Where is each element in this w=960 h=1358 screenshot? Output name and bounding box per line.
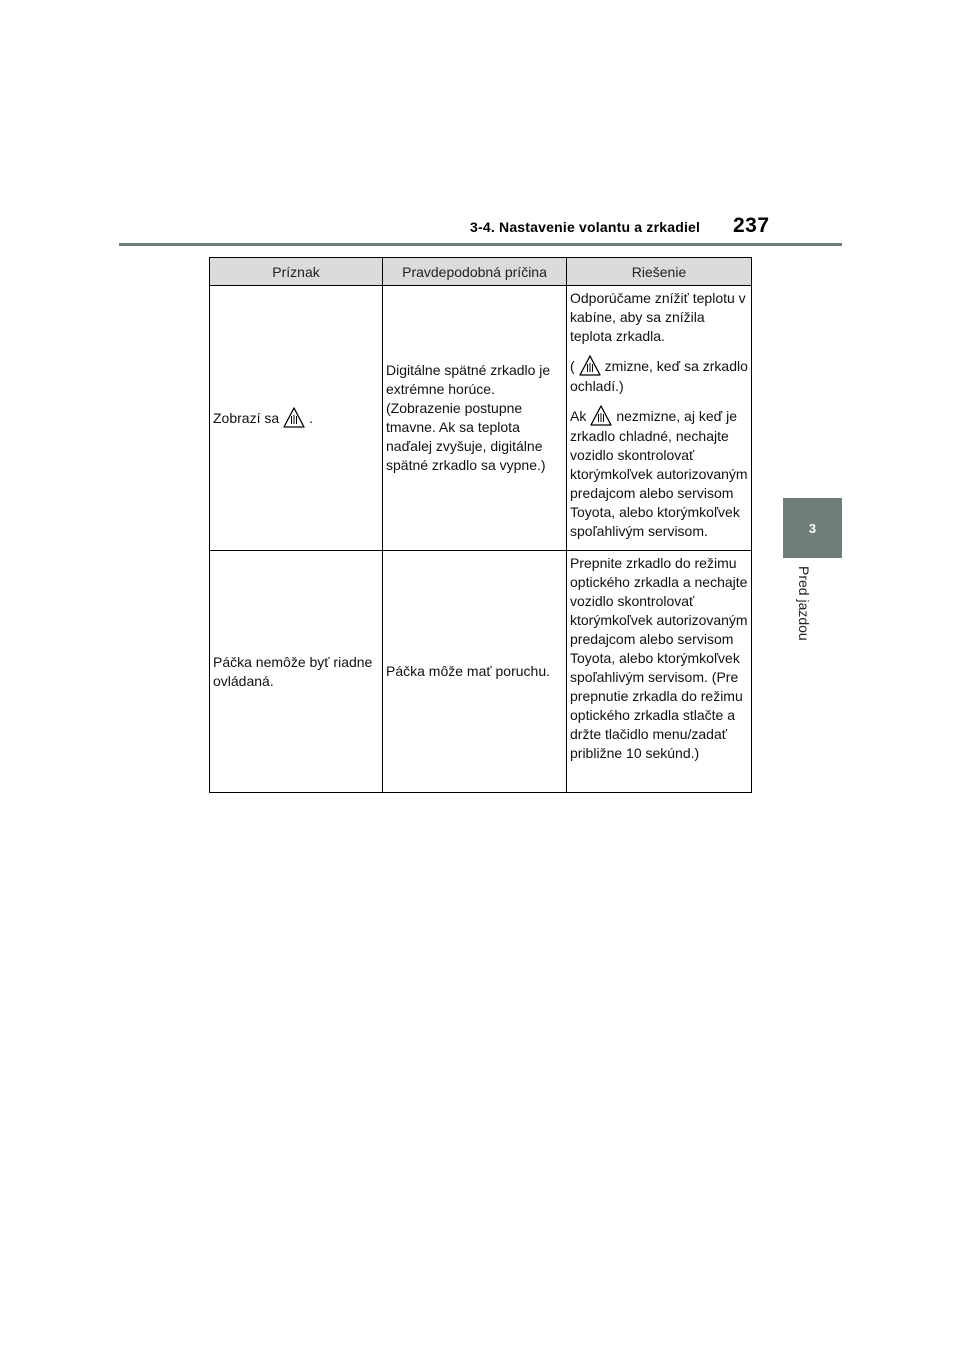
solution-cell: [567, 551, 752, 793]
chapter-number: 3: [808, 520, 817, 536]
solution-text: zmizne, keď sa zrkadlo ochladí.): [570, 358, 748, 394]
table-row: [210, 286, 752, 551]
section-title: 3-4. Nastavenie volantu a zrkadiel: [470, 219, 701, 235]
cause-text: Páčka môže mať poruchu.: [386, 663, 550, 679]
symptom-cell: [210, 286, 383, 551]
table-header-row: [210, 258, 752, 286]
troubleshooting-table: [209, 257, 752, 793]
symptom-text-end: .: [309, 410, 314, 426]
page-number: 237: [733, 214, 770, 237]
header-divider: [119, 243, 842, 246]
cause-text: Digitálne spätné zrkadlo je extrémne horúce. (Zobrazenie postupne tmavne. Ak sa teplota naďalej zvyšuje, digitálne spätné zrkadlo sa vypne.): [386, 362, 551, 473]
solution-text: Ak: [570, 408, 587, 424]
chapter-label: Pred jazdou: [796, 566, 812, 641]
column-header-solution: Riešenie: [567, 258, 752, 286]
solution-text: Prepnite zrkadlo do režimu optického zrkadla a nechajte vozidlo skontrolovať ktorýmkoľvek autorizovaným predajcom alebo servisom Toyota, alebo ktorýmkoľvek spoľahlivým servisom. (Pre prepnutie zrkadla do režimu optického zrkadla stlačte a držte tlačidlo menu/zadať približne 10 sekúnd.): [570, 555, 748, 761]
mirror-heat-warning-icon: [283, 407, 305, 429]
cause-cell: [383, 551, 567, 793]
column-header-cause: Pravdepodobná príčina: [383, 258, 567, 286]
paren-open: (: [570, 358, 575, 374]
mirror-heat-warning-icon: [579, 355, 601, 377]
cause-cell: [383, 286, 567, 551]
table-row: [210, 551, 752, 793]
solution-text: nezmizne, aj keď je zrkadlo chladné, nechajte vozidlo skontrolovať ktorýmkoľvek autorizovaným predajcom alebo servisom Toyota, alebo ktorýmkoľvek spoľahlivým servisom.: [570, 408, 748, 539]
symptom-text: Páčka nemôže byť riadne ovládaná.: [213, 653, 373, 689]
mirror-heat-warning-icon: [590, 405, 612, 427]
column-header-symptom: Príznak: [210, 258, 383, 286]
chapter-tab: [783, 498, 842, 558]
solution-cell: [567, 286, 752, 551]
symptom-cell: [210, 551, 383, 793]
solution-paragraph: [570, 355, 748, 396]
solution-paragraph: [570, 405, 748, 541]
symptom-text: Zobrazí sa: [213, 410, 280, 426]
solution-paragraph: Odporúčame znížiť teplotu v kabíne, aby sa znížila teplota zrkadla.: [570, 290, 746, 344]
